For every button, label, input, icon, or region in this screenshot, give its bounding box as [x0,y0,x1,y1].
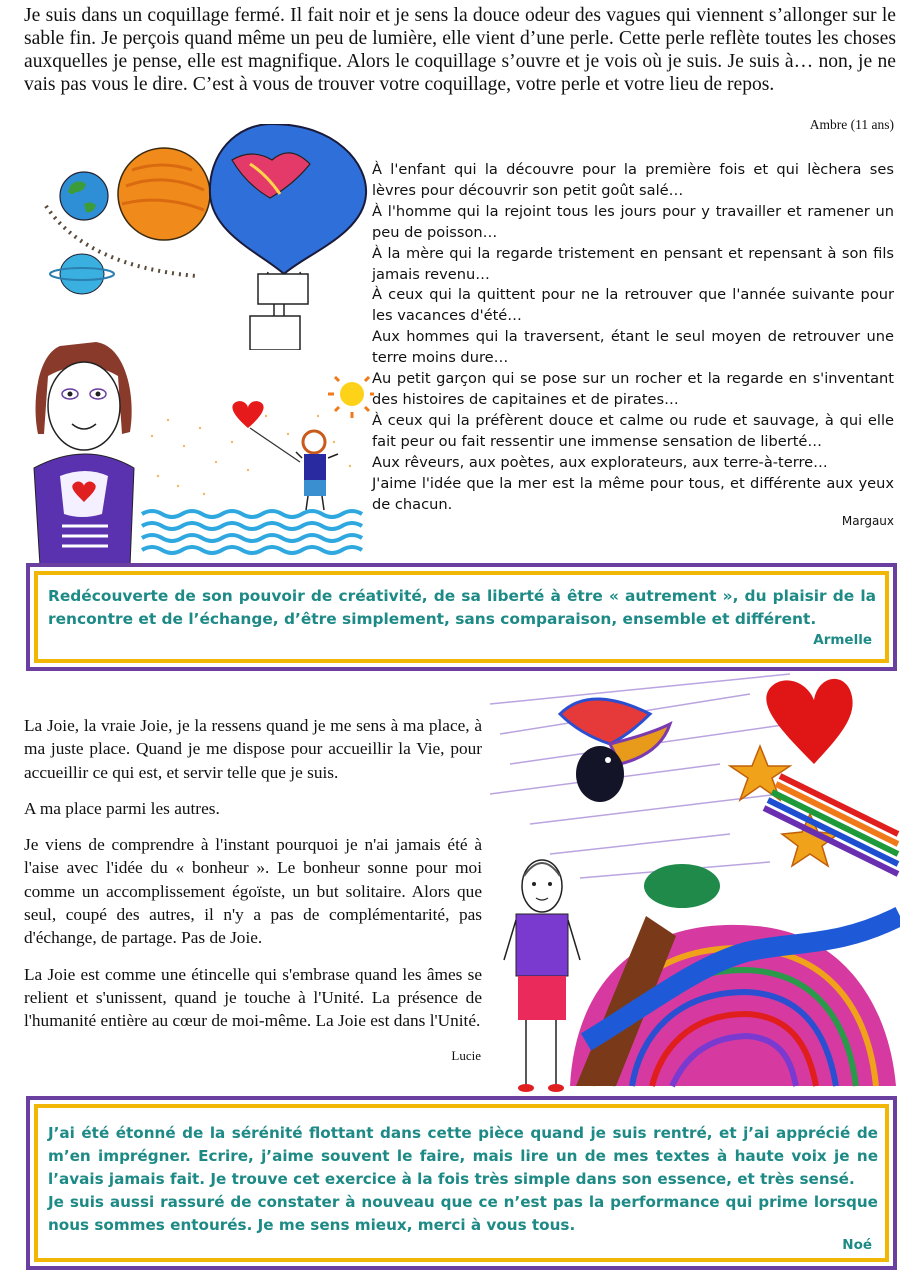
lucie-paragraph: Je viens de comprendre à l'instant pourquoi je n'ai jamais été à l'aise avec l'idée du « bonheur ». Le bonheur sonne pour moi comme un accomplissement égoïste, un but solitaire. Alors que seul, coupé des autres, il n'y a pas de complémentarité, pas d'échange, de partage. Pas de Joie. [24,835,482,948]
margaux-line: Aux hommes qui la traversent, étant le seul moyen de retrouver une terre moins dure… [372,328,894,367]
margaux-line: Au petit garçon qui se pose sur un rocher et la regarde en s'inventant des histoires de capitaines et de pirates… [372,370,894,408]
margaux-line: À la mère qui la regarde tristement en pensant et repensant à son fils jamais revenu… [372,244,894,283]
noe-paragraph: J’ai été étonné de la sérénité flottant dans cette pièce quand je suis rentré, et j’ai apprécié de m’en imprégner. Ecrire, j’aime souvent le faire, mais lire un de mes textes à haute voix je ne l’avais jamais fait. Je trouve cet exercice à la fois très simple dans son essence, et très sensé. [48,1124,878,1188]
margaux-line: À l'homme qui la rejoint tous les jours pour y travailler et ramener un peu de poisson… [372,202,894,241]
bird-icon [576,746,624,802]
girl-portrait-drawing [26,336,140,572]
margaux-line: Aux rêveurs, aux poètes, aux explorateurs, aux terre-à-terre… [372,453,828,471]
armelle-quote-text: Redécouverte de son pouvoir de créativité, de sa liberté à être « autrement », du plaisir de la rencontre et de l’échange, d’être simplement, sans comparaison, ensemble et différent. [48,587,876,628]
lucie-paragraph: La Joie, la vraie Joie, je la ressens quand je me sens à ma place, à ma juste place. Quand je me dispose pour accueillir la Vie, pour accueillir ce qui est, et servir telle que je suis. [24,716,482,782]
hot-air-balloon-icon [210,124,366,274]
intro-author: Ambre (11 ans) [809,117,894,132]
lucie-paragraph: La Joie est comme une étincelle qui s'embrase quand les âmes se relient et s'unissent, quand je touche à l'Unité. La présence de l'humanité entière au cœur de moi-même. La Joie est dans l'Unité. [24,964,482,1031]
lucie-author: Lucie [451,1048,481,1063]
margaux-text [372,160,894,515]
margaux-line: À ceux qui la préfèrent douce et calme ou rude et sauvage, à qui elle fait peur ou fait ressentir une immense sensation de liberté… [372,411,894,450]
star-icon [730,746,790,800]
margaux-line: À l'enfant qui la découvre pour la première fois et qui lèchera ses lèvres pour découvrir son petit goût salé… [372,161,894,199]
margaux-author: Margaux [841,514,894,528]
margaux-line: À ceux qui la quittent pour ne la retrouver que l'année suivante pour les vacances d'été… [372,286,894,325]
planets-and-balloon-drawing [36,124,376,350]
noe-author: Noé [842,1237,872,1253]
tree-icon [644,864,720,908]
lucie-text [24,714,482,1046]
big-red-heart-icon [766,679,852,764]
red-heart-icon [232,401,263,428]
lucie-paragraph: A ma place parmi les autres. [24,798,220,818]
sun-icon [340,382,364,406]
noe-paragraph: Je suis aussi rassuré de constater à nouveau que ce n’est pas la performance qui prime lorsque nous sommes entourés. Je me sens mieux, merci à vous tous. [48,1193,878,1234]
armelle-author: Armelle [813,632,872,648]
margaux-line: J'aime l'idée que la mer est la même pour tous, et différente aux yeux de chacun. [372,474,894,513]
saturn-icon [60,254,104,294]
earth-icon [60,172,108,220]
noe-quote-text [48,1122,878,1237]
girl-at-sea-drawing [138,376,374,558]
girl-and-rainbow-hill-drawing [496,856,900,1092]
intro-paragraph: Je suis dans un coquillage fermé. Il fait noir et je sens la douce odeur des vagues qui viennent s’allonger sur le sable fin. Je perçois quand même un peu de lumière, elle vient d’une perle. Cette perle reflète toutes les choses auxquelles je pense, elle est magnifique. Alors le coquillage s’ouvre et je vois où je suis. Je suis à… non, je ne vais pas vous le dire. C’est à vous de trouver votre coquillage, votre perle et votre lieu de repos. [24,5,896,95]
bird-heart-star-drawing [490,664,900,888]
orange-planet-icon [118,148,210,240]
